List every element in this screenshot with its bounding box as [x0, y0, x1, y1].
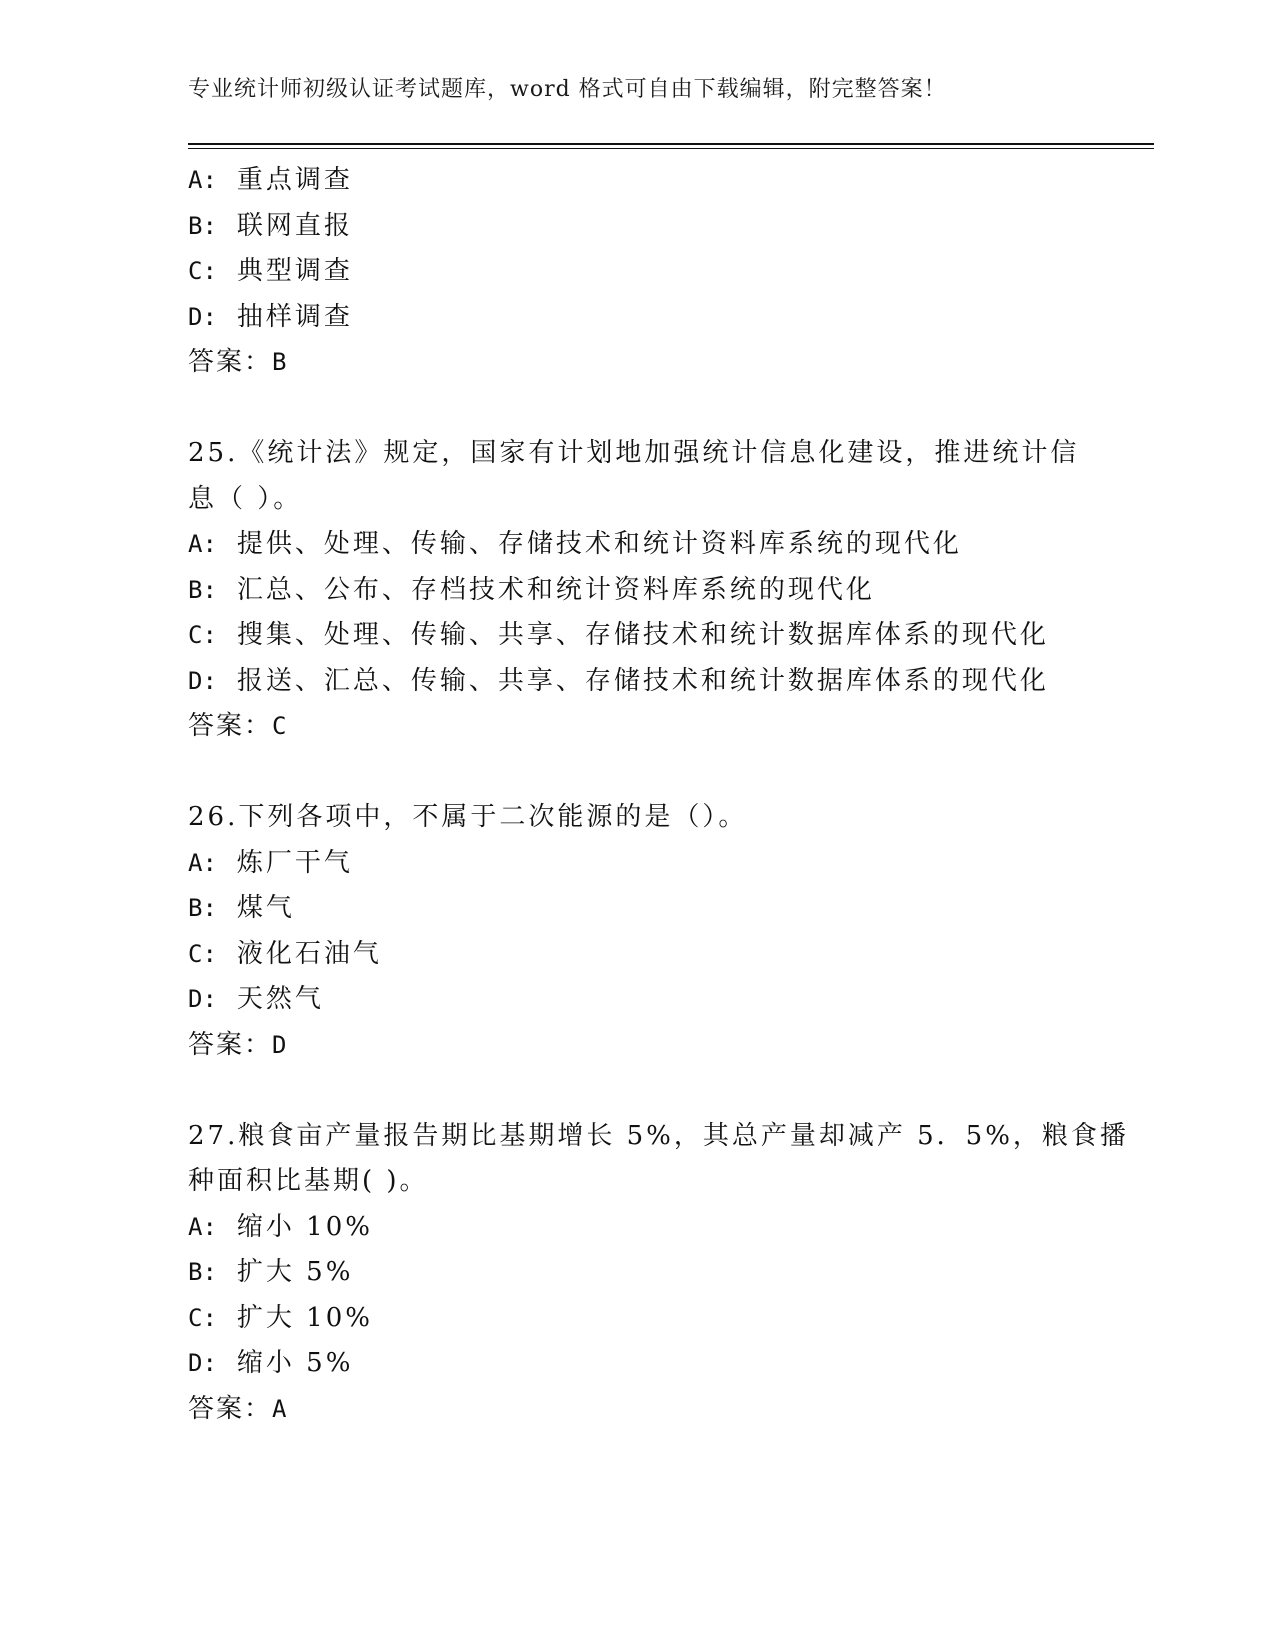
- option-letter: A:: [188, 530, 217, 558]
- option-letter: B:: [188, 575, 217, 604]
- question-25-block: [188, 431, 1088, 750]
- option-c: [188, 249, 1088, 295]
- question-stem-continued: 种面积比基期( )。: [188, 1166, 429, 1196]
- option-text: 天然气: [236, 984, 324, 1014]
- option-letter: A:: [188, 848, 217, 877]
- option-d: [188, 295, 1088, 341]
- option-letter: C:: [188, 621, 217, 649]
- option-a: [188, 158, 1088, 204]
- option-c: [188, 1296, 1088, 1342]
- option-letter: B:: [188, 211, 217, 240]
- question-stem: 25.《统计法》规定，国家有计划地加强统计信息化建设，推进统计信: [188, 438, 1080, 468]
- option-a: [188, 1205, 1088, 1251]
- option-text: 联网直报: [236, 210, 353, 241]
- option-letter: D:: [188, 302, 217, 331]
- option-c: [188, 932, 1088, 978]
- option-b: [188, 204, 1088, 250]
- answer-label: 答案：: [188, 1393, 273, 1424]
- question-stem: 26.下列各项中，不属于二次能源的是（）。: [188, 802, 748, 832]
- question-24-block: [188, 158, 1088, 386]
- option-text: 典型调查: [236, 256, 353, 286]
- page-header: 专业统计师初级认证考试题库，word 格式可自由下载编辑，附完整答案！: [188, 77, 947, 102]
- header-rule: [188, 143, 1154, 145]
- answer-label: 答案：: [188, 1029, 273, 1060]
- option-text: 汇总、公布、存档技术和统计资料库系统的现代化: [236, 574, 875, 605]
- option-letter: C:: [188, 939, 217, 968]
- option-b: [188, 1250, 1088, 1296]
- option-letter: C:: [188, 1303, 217, 1332]
- option-letter: C:: [188, 257, 217, 285]
- option-text: 搜集、处理、传输、共享、存储技术和统计数据库体系的现代化: [236, 620, 1049, 650]
- answer-value: B: [272, 348, 287, 376]
- option-text: 缩小 10%: [236, 1211, 373, 1242]
- option-text: 炼厂干气: [236, 847, 353, 878]
- option-text: 报送、汇总、传输、共享、存储技术和统计数据库体系的现代化: [236, 665, 1049, 696]
- answer-label: 答案：: [188, 711, 273, 741]
- option-letter: D:: [188, 985, 217, 1013]
- question-content: [188, 158, 1129, 1432]
- option-text: 缩小 5%: [236, 1348, 354, 1378]
- option-d: [188, 659, 1088, 705]
- answer-label: 答案：: [188, 347, 273, 377]
- option-letter: A:: [188, 1212, 217, 1241]
- option-text: 扩大 5%: [236, 1257, 354, 1287]
- question-27-block: [188, 1114, 1129, 1433]
- answer-value: C: [272, 712, 287, 740]
- answer-line: [188, 1023, 1088, 1069]
- question-stem: 27.粮食亩产量报告期比基期增长 5%，其总产量却减产 5．5%，粮食播: [188, 1120, 1129, 1151]
- option-text: 重点调查: [236, 165, 353, 195]
- option-letter: B:: [188, 894, 217, 922]
- answer-line: [188, 704, 1088, 750]
- question-26-block: [188, 795, 1088, 1068]
- option-text: 提供、处理、传输、存储技术和统计资料库系统的现代化: [236, 529, 962, 559]
- question-stem-continued: 息（ ）。: [188, 483, 303, 514]
- option-letter: D:: [188, 1349, 217, 1377]
- answer-line: [188, 1387, 1088, 1433]
- answer-value: D: [272, 1030, 287, 1059]
- answer-value: A: [272, 1394, 287, 1423]
- option-b: [188, 568, 1088, 614]
- option-text: 抽样调查: [236, 301, 353, 332]
- option-text: 煤气: [236, 893, 295, 923]
- option-letter: B:: [188, 1258, 217, 1286]
- option-d: [188, 1341, 1088, 1387]
- option-text: 液化石油气: [236, 938, 382, 969]
- option-a: [188, 841, 1088, 887]
- option-d: [188, 977, 1088, 1023]
- option-letter: A:: [188, 166, 217, 194]
- answer-line: [188, 340, 1088, 386]
- option-text: 扩大 10%: [236, 1302, 373, 1333]
- option-a: [188, 522, 1088, 568]
- header-rule-thin: [188, 148, 1154, 149]
- option-c: [188, 613, 1088, 659]
- option-letter: D:: [188, 666, 217, 695]
- option-b: [188, 886, 1088, 932]
